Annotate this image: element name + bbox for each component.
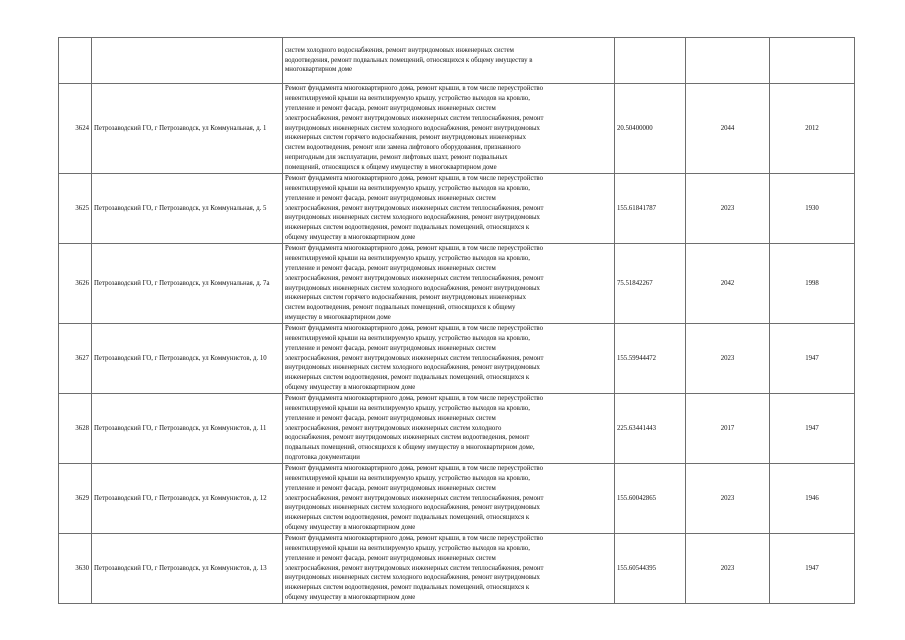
table-row: [59, 84, 855, 174]
works-line: инженерных систем водоотведения, ремонт подвальных помещений, относящихся к: [285, 584, 530, 592]
built-year-cell: 1947: [770, 534, 855, 604]
address-cell: Петрозаводский ГО, г Петрозаводск, ул Коммунальная, д. 5: [92, 174, 283, 244]
cost-cell: 155.60544395: [615, 534, 686, 604]
works-line: Ремонт фундамента многоквартирного дома, ремонт крыши, в том числе переустройство: [285, 245, 543, 253]
works-line: инженерных систем водоотведения, ремонт подвальных помещений, относящихся к: [285, 374, 530, 382]
cost-cell: 20.50400000: [615, 84, 686, 174]
table-row: [59, 38, 855, 84]
works-line: внутридомовых инженерных систем холодного водоснабжения, ремонт внутридомовых: [285, 504, 540, 512]
cost-cell: 75.51842267: [615, 244, 686, 324]
cost-cell: [615, 38, 686, 84]
works-line: внутридомовых инженерных систем холодного водоснабжения, ремонт внутридомовых: [285, 284, 540, 292]
row-number-cell: 3628: [59, 394, 92, 464]
works-line: непригодным для эксплуатации, ремонт лифтовых шахт, ремонт подвальных: [285, 153, 508, 161]
works-cell: [283, 534, 615, 604]
works-line: утепление и ремонт фасада, ремонт внутридомовых инженерных систем: [285, 105, 496, 112]
cost-cell: 155.61841787: [615, 174, 686, 244]
works-line: водоснабжения, ремонт внутридомовых инженерных систем водоотведения, ремонт: [285, 434, 530, 442]
works-line: инженерных систем горячего водоснабжения, ремонт внутридомовых инженерных: [285, 134, 526, 142]
works-line: невентилируемой крыши на вентилируемую крышу, устройство выходов на кровлю,: [285, 95, 530, 103]
works-cell: [283, 394, 615, 464]
works-line: имуществу в многоквартирном доме: [285, 313, 391, 321]
address-cell: [92, 38, 283, 84]
row-number-cell: 3627: [59, 324, 92, 394]
works-line: систем водоотведения, ремонт подвальных помещений, относящихся к общему: [285, 304, 516, 312]
works-line: подвальных помещений, относящихся к общему имуществу в многоквартирном доме,: [285, 444, 535, 452]
works-line: Ремонт фундамента многоквартирного дома, ремонт крыши, в том числе переустройство: [285, 395, 543, 403]
works-line: внутридомовых инженерных систем холодного водоснабжения, ремонт внутридомовых: [285, 574, 540, 582]
works-line: невентилируемой крыши на вентилируемую крышу, устройство выходов на кровлю,: [285, 185, 530, 192]
works-line: Ремонт фундамента многоквартирного дома, ремонт крыши, в том числе переустройство: [285, 85, 543, 93]
planned-year-cell: 2023: [686, 174, 770, 244]
works-line: общему имуществу в многоквартирном доме: [285, 593, 416, 601]
built-year-cell: 1998: [770, 244, 855, 324]
planned-year-cell: 2023: [686, 534, 770, 604]
works-cell: [283, 84, 615, 174]
works-line: инженерных систем водоотведения, ремонт подвальных помещений, относящихся к: [285, 224, 530, 232]
row-number-cell: 3625: [59, 174, 92, 244]
works-line: подготовка документации: [285, 453, 360, 461]
row-number-cell: [59, 38, 92, 84]
works-line: помещений, относящихся к общему имуществу в многоквартирном доме: [285, 163, 497, 171]
works-line: общему имуществу в многоквартирном доме: [285, 233, 416, 241]
cost-cell: 225.63441443: [615, 394, 686, 464]
works-line: общему имуществу в многоквартирном доме: [285, 523, 416, 531]
works-line: электроснабжения, ремонт внутридомовых инженерных систем теплоснабжения, ремонт: [285, 114, 544, 122]
works-line: утепление и ремонт фасада, ремонт внутридомовых инженерных систем: [285, 414, 496, 422]
works-cell: [283, 244, 615, 324]
built-year-cell: 1946: [770, 464, 855, 534]
built-year-cell: 1947: [770, 394, 855, 464]
table-row: [59, 464, 855, 534]
works-line: водоотведения, ремонт подвальных помещений, относящихся к общему имуществу в: [285, 56, 533, 64]
works-line: электроснабжения, ремонт внутридомовых инженерных систем теплоснабжения, ремонт: [285, 354, 544, 362]
address-cell: Петрозаводский ГО, г Петрозаводск, ул Коммунистов, д. 12: [92, 464, 283, 534]
works-line: невентилируемой крыши на вентилируемую крышу, устройство выходов на кровлю,: [285, 335, 530, 342]
works-line: утепление и ремонт фасада, ремонт внутридомовых инженерных систем: [285, 484, 496, 492]
works-line: электроснабжения, ремонт внутридомовых инженерных систем теплоснабжения, ремонт: [285, 204, 544, 212]
works-line: утепление и ремонт фасада, ремонт внутридомовых инженерных систем: [285, 264, 496, 272]
table-row: [59, 534, 855, 604]
planned-year-cell: [686, 38, 770, 84]
works-cell: [283, 38, 615, 84]
works-line: невентилируемой крыши на вентилируемую крышу, устройство выходов на кровлю,: [285, 475, 530, 482]
row-number-cell: 3630: [59, 534, 92, 604]
row-number-cell: 3626: [59, 244, 92, 324]
works-line: внутридомовых инженерных систем холодного водоснабжения, ремонт внутридомовых: [285, 364, 540, 372]
address-cell: Петрозаводский ГО, г Петрозаводск, ул Коммунальная, д. 7а: [92, 244, 283, 324]
works-line: Ремонт фундамента многоквартирного дома, ремонт крыши, в том числе переустройство: [285, 325, 543, 333]
table-row: [59, 324, 855, 394]
works-line: Ремонт фундамента многоквартирного дома, ремонт крыши, в том числе переустройство: [285, 535, 543, 543]
table-row: [59, 174, 855, 244]
works-line: электроснабжения, ремонт внутридомовых инженерных систем теплоснабжения, ремонт: [285, 274, 544, 282]
works-line: инженерных систем водоотведения, ремонт подвальных помещений, относящихся к: [285, 514, 530, 522]
works-cell: [283, 464, 615, 534]
planned-year-cell: 2023: [686, 464, 770, 534]
cost-cell: 155.60042865: [615, 464, 686, 534]
works-line: невентилируемой крыши на вентилируемую крышу, устройство выходов на кровлю,: [285, 405, 530, 412]
address-cell: Петрозаводский ГО, г Петрозаводск, ул Коммунистов, д. 13: [92, 534, 283, 604]
works-line: утепление и ремонт фасада, ремонт внутридомовых инженерных систем: [285, 554, 496, 562]
registry-table-body: [59, 38, 855, 604]
works-line: общему имуществу в многоквартирном доме: [285, 383, 416, 391]
works-line: внутридомовых инженерных систем холодного водоснабжения, ремонт внутридомовых: [285, 124, 540, 132]
works-line: невентилируемой крыши на вентилируемую крышу, устройство выходов на кровлю,: [285, 255, 530, 263]
works-line: внутридомовых инженерных систем холодного водоснабжения, ремонт внутридомовых: [285, 214, 540, 222]
works-line: Ремонт фундамента многоквартирного дома, ремонт крыши, в том числе переустройство: [285, 175, 543, 183]
row-number-cell: 3624: [59, 84, 92, 174]
works-line: невентилируемой крыши на вентилируемую крышу, устройство выходов на кровлю,: [285, 545, 530, 552]
address-cell: Петрозаводский ГО, г Петрозаводск, ул Коммунистов, д. 10: [92, 324, 283, 394]
built-year-cell: 2012: [770, 84, 855, 174]
planned-year-cell: 2042: [686, 244, 770, 324]
works-cell: [283, 324, 615, 394]
works-line: утепление и ремонт фасада, ремонт внутридомовых инженерных систем: [285, 344, 496, 352]
cost-cell: 155.59944472: [615, 324, 686, 394]
built-year-cell: 1947: [770, 324, 855, 394]
planned-year-cell: 2023: [686, 324, 770, 394]
works-line: электроснабжения, ремонт внутридомовых инженерных систем теплоснабжения, ремонт: [285, 564, 544, 572]
works-line: инженерных систем горячего водоснабжения, ремонт внутридомовых инженерных: [285, 294, 526, 302]
registry-table: [58, 37, 855, 604]
works-line: электроснабжения, ремонт внутридомовых инженерных систем теплоснабжения, ремонт: [285, 494, 544, 502]
planned-year-cell: 2044: [686, 84, 770, 174]
planned-year-cell: 2017: [686, 394, 770, 464]
address-cell: Петрозаводский ГО, г Петрозаводск, ул Коммунистов, д. 11: [92, 394, 283, 464]
works-line: многоквартирном доме: [285, 66, 353, 74]
works-line: систем холодного водоснабжения, ремонт внутридомовых инженерных систем: [285, 46, 514, 54]
table-row: [59, 394, 855, 464]
built-year-cell: [770, 38, 855, 84]
works-line: электроснабжения, ремонт внутридомовых инженерных систем холодного: [285, 424, 502, 432]
address-cell: Петрозаводский ГО, г Петрозаводск, ул Коммунальная, д. 1: [92, 84, 283, 174]
built-year-cell: 1930: [770, 174, 855, 244]
works-line: систем водоотведения, ремонт или замена лифтового оборудования, признанного: [285, 144, 521, 152]
row-number-cell: 3629: [59, 464, 92, 534]
works-line: утепление и ремонт фасада, ремонт внутридомовых инженерных систем: [285, 194, 496, 202]
works-line: Ремонт фундамента многоквартирного дома, ремонт крыши, в том числе переустройство: [285, 465, 543, 473]
table-row: [59, 244, 855, 324]
works-cell: [283, 174, 615, 244]
